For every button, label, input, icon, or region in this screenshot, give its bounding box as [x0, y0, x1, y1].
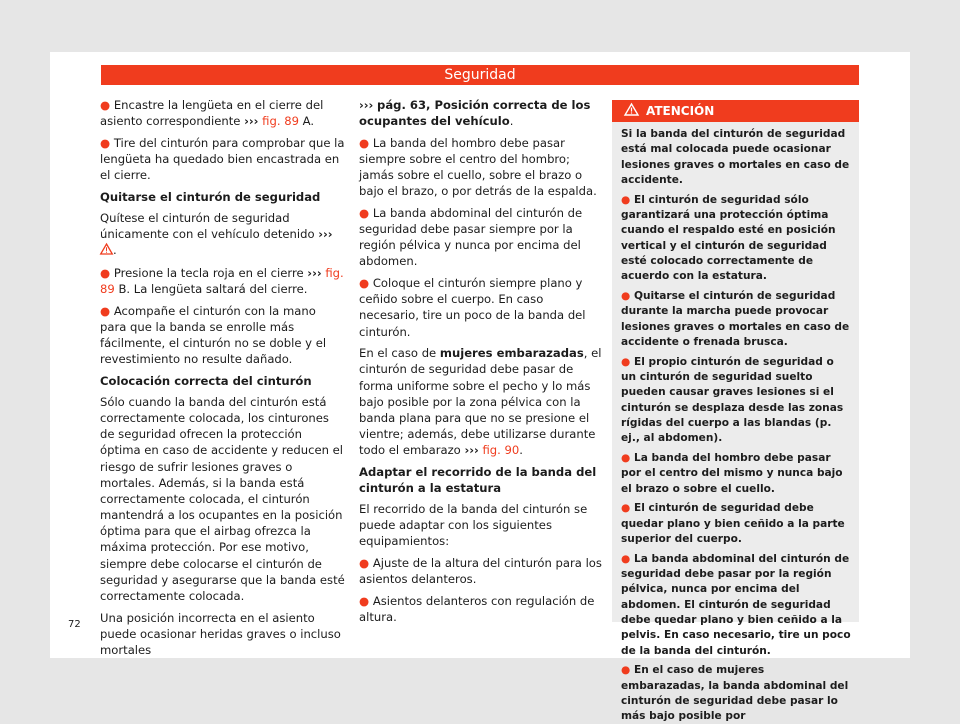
- warning-item-text: El propio cinturón de seguridad o un cinturón de seguridad suelto pueden causar graves lesiones si el cinturón se desplaza desde las zonas rígidas del cuerpo a las blandas (p. ej., al abdomen).: [621, 355, 844, 445]
- bullet-icon: ●: [359, 593, 370, 608]
- paragraph-text: En el caso de: [359, 346, 437, 361]
- warning-item: [621, 355, 851, 447]
- paragraph-text: Ajuste de la altura del cinturón para los asientos delanteros.: [359, 556, 602, 587]
- section-title: Seguridad: [444, 67, 516, 83]
- paragraph-text: B. La lengüeta saltará del cierre.: [118, 282, 308, 297]
- bullet-icon: ●: [100, 265, 111, 280]
- ref-arrows: ›››: [307, 265, 322, 280]
- warning-item: [621, 552, 851, 659]
- warning-body: [612, 122, 859, 724]
- ref-arrows: ›››: [359, 98, 374, 112]
- paragraph: [359, 345, 604, 458]
- paragraph-text: La banda abdominal del cinturón de seguridad debe pasar siempre por la región pélvica y nunca por encima del abdomen.: [359, 205, 583, 269]
- bullet-icon: ●: [621, 289, 631, 302]
- bullet-icon: ●: [100, 98, 111, 112]
- warning-triangle-icon: [624, 103, 646, 119]
- paragraph: [359, 275, 604, 340]
- paragraph: [100, 265, 345, 297]
- figure-link[interactable]: fig. 89: [100, 265, 344, 297]
- subheading: Colocación correcta del cinturón: [100, 373, 312, 388]
- warning-item-text: Quitarse el cinturón de seguridad durante la marcha puede provocar lesiones graves o mortales en caso de accidente o frenada brusca.: [621, 289, 850, 348]
- subheading: Quitarse el cinturón de seguridad: [100, 189, 321, 204]
- bullet-icon: ●: [621, 552, 631, 565]
- paragraph: [359, 555, 604, 587]
- paragraph: [359, 593, 604, 625]
- ref-arrows: ›››: [244, 114, 259, 129]
- bullet-icon: ●: [621, 664, 631, 677]
- ref-arrows: ›››: [318, 227, 333, 242]
- paragraph-text: Tire del cinturón para comprobar que la lengüeta ha quedado bien encastrada en el cierre.: [100, 135, 345, 183]
- text-column-1: [100, 97, 345, 664]
- warning-box: [612, 100, 859, 723]
- paragraph-text: Encastre la lengüeta en el cierre del asiento correspondiente: [100, 98, 324, 129]
- warning-item: [621, 663, 851, 724]
- warning-header: [612, 100, 859, 122]
- bullet-icon: ●: [100, 303, 111, 318]
- page-reference-link[interactable]: pág. 63, Posición correcta de los ocupantes del vehículo: [359, 98, 591, 129]
- paragraph-text: Acompañe el cinturón con la mano para que la banda se enrolle más fácilmente, el cinturón no se doble y el revestimiento no resulte dañado.: [100, 303, 327, 367]
- warning-intro: Si la banda del cinturón de seguridad está mal colocada puede ocasionar lesiones graves o mortales en caso de accidente.: [621, 128, 850, 186]
- warning-triangle-icon[interactable]: [100, 243, 113, 259]
- warning-item: [621, 193, 851, 285]
- subheading: Adaptar el recorrido de la banda del cinturón a la estatura: [359, 464, 597, 495]
- paragraph-text: Presione la tecla roja en el cierre: [113, 265, 304, 280]
- bullet-icon: ●: [621, 355, 631, 368]
- paragraph: Sólo cuando la banda del cinturón está correctamente colocada, los cinturones de seguridad ofrecen la protección óptima en caso de accidente y reducen el riesgo de sufrir lesiones graves o mortales. Además, si la banda está correctamente colocada, el cinturón mantendrá a los ocupantes en la posición óptima para que el airbag ofrezca la máxima protección. Por ese motivo, siempre debe colocarse el cinturón de seguridad y asegurarse que la banda esté correctamente colocada.: [100, 395, 345, 603]
- paragraph: [359, 135, 604, 200]
- warning-item: [621, 451, 851, 497]
- paragraph-text: La banda del hombro debe pasar siempre sobre el centro del hombro; jamás sobre el cuello, sobre el brazo o bajo el brazo, o por detrás de la espalda.: [359, 135, 597, 199]
- bullet-icon: ●: [621, 193, 631, 206]
- paragraph-text: A.: [302, 114, 315, 129]
- paragraph: [100, 97, 345, 129]
- paragraph-text: .: [113, 243, 117, 258]
- paragraph: El recorrido de la banda del cinturón se puede adaptar con los siguientes equipamientos:: [359, 502, 588, 549]
- bullet-icon: ●: [621, 502, 631, 515]
- text-column-2: [359, 97, 604, 631]
- bullet-icon: ●: [621, 451, 631, 464]
- emphasis-text: mujeres embarazadas: [439, 346, 584, 361]
- paragraph: [100, 303, 345, 368]
- paragraph-text: Quítese el cinturón de seguridad únicamente con el vehículo detenido: [100, 210, 315, 242]
- paragraph: [100, 135, 345, 183]
- section-header: [101, 65, 859, 85]
- paragraph-text: .: [509, 114, 514, 129]
- warning-item: [621, 289, 851, 350]
- page-number: 72: [68, 619, 81, 630]
- warning-item-text: En el caso de mujeres embarazadas, la banda abdominal del cinturón de seguridad debe pasar lo más bajo posible por: [621, 664, 849, 723]
- paragraph: [359, 97, 604, 129]
- warning-item-text: La banda del hombro debe pasar por el centro del mismo y nunca bajo el brazo o sobre el cuello.: [621, 451, 843, 495]
- paragraph-text: Coloque el cinturón siempre plano y ceñido sobre el cuerpo. En caso necesario, tire un poco de la banda del cinturón.: [359, 276, 586, 339]
- bullet-icon: ●: [359, 205, 370, 220]
- paragraph: [359, 205, 604, 270]
- bullet-icon: ●: [359, 135, 370, 150]
- warning-item-text: El cinturón de seguridad sólo garantizará una protección óptima cuando el respaldo esté en posición vertical y el cinturón de seguridad esté colocado correctamente de acuerdo con la estatura.: [621, 193, 836, 283]
- bullet-icon: ●: [359, 556, 370, 571]
- figure-link[interactable]: fig. 90: [482, 443, 520, 458]
- warning-item: [621, 501, 851, 547]
- paragraph-text: , el cinturón de seguridad debe pasar de forma uniforme sobre el pecho y lo más bajo posible por la zona pélvica con la banda plana para que no se presione el vientre; además, debe utilizarse durante todo el embarazo: [359, 346, 602, 458]
- ref-arrows: ›››: [464, 443, 479, 458]
- paragraph: Una posición incorrecta en el asiento puede ocasionar heridas graves o incluso mortales: [100, 610, 341, 657]
- warning-item-text: El cinturón de seguridad debe quedar plano y bien ceñido a la parte superior del cuerpo.: [621, 502, 845, 545]
- paragraph-text: Asientos delanteros con regulación de altura.: [359, 593, 595, 625]
- paragraph: [100, 210, 345, 259]
- bullet-icon: ●: [100, 135, 111, 150]
- figure-link[interactable]: fig. 89: [262, 114, 299, 129]
- warning-title: ATENCIÓN: [646, 104, 715, 118]
- warning-item-text: La banda abdominal del cinturón de seguridad debe pasar por la región pélvica, nunca por encima del abdomen. El cinturón de seguridad debe quedar plano y bien ceñido a la pelvis. En caso necesario, tire un poco de la banda del cinturón.: [621, 552, 851, 657]
- paragraph-text: .: [519, 443, 523, 458]
- bullet-icon: ●: [359, 276, 370, 291]
